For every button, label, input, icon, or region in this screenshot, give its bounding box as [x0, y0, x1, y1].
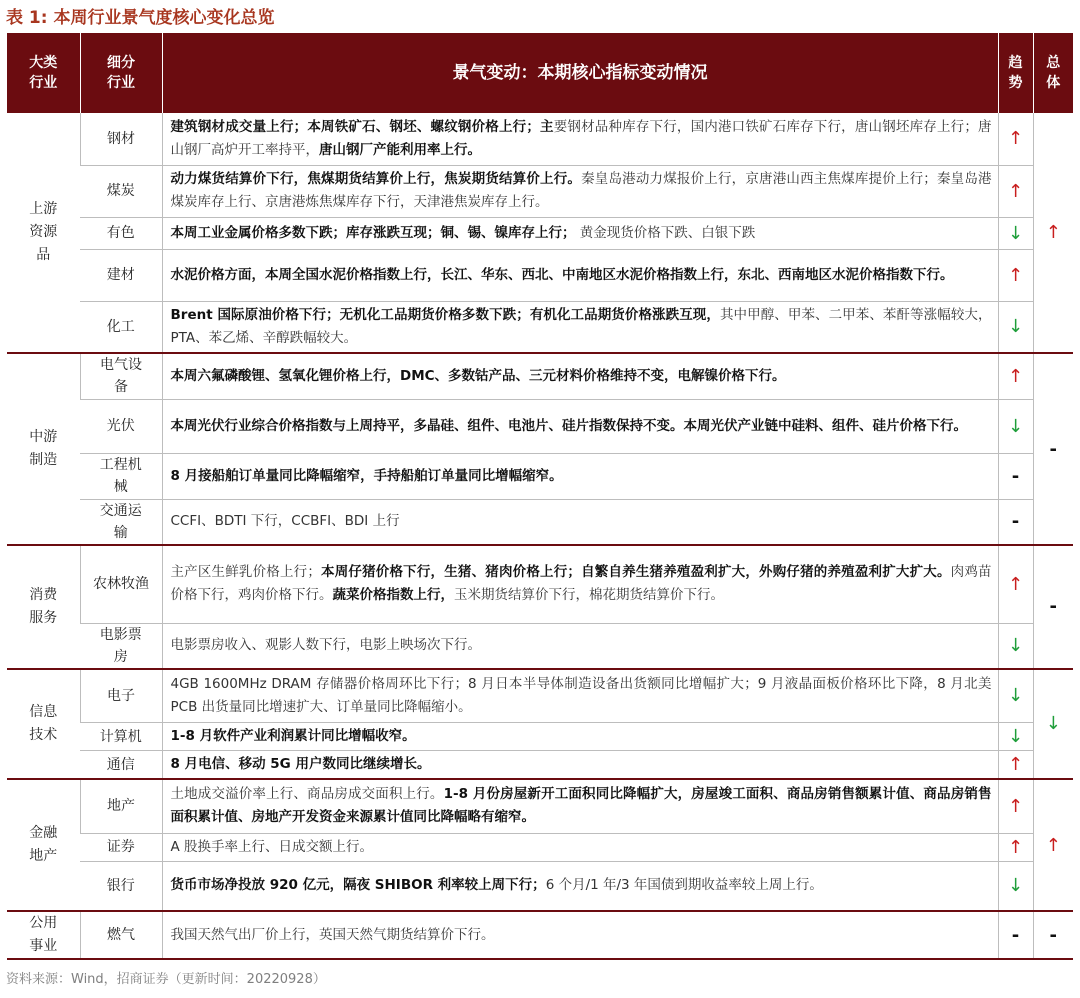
table-row — [7, 353, 1073, 399]
description-text: 我国天然气出厂价上行，英国天然气期货结算价下行。 — [170, 926, 495, 943]
description-cell — [162, 353, 998, 399]
subcategory-label: 光伏 — [106, 418, 135, 434]
trend-indicator: ↓ — [998, 623, 1033, 669]
category-cell — [7, 353, 80, 545]
table-row — [7, 399, 1073, 453]
table-row — [7, 623, 1073, 669]
table-row — [7, 911, 1073, 959]
description-text: 主产区生鲜乳价格上行； — [170, 564, 321, 581]
trend-indicator: ↑ — [998, 165, 1033, 217]
table-title: 表 1: 本周行业景气度核心变化总览 — [6, 8, 275, 28]
subcategory-cell — [80, 249, 162, 301]
subcategory-label: 电气设备 — [100, 357, 142, 396]
subcategory-cell — [80, 779, 162, 833]
trend-indicator: ↑ — [998, 545, 1033, 623]
description-cell — [162, 453, 998, 499]
category-cell — [7, 911, 80, 959]
trend-indicator: ↑ — [998, 751, 1033, 780]
description-bold-text: 建筑钢材成交量上行；本周铁矿石、钢坯、螺纹钢价格上行；主 — [170, 118, 554, 135]
subcategory-label: 煤炭 — [106, 183, 135, 199]
category-label: 中游制造 — [29, 429, 58, 468]
description-cell — [162, 165, 998, 217]
subcategory-cell — [80, 833, 162, 861]
category-cell — [7, 113, 80, 353]
header-description: 景气变动：本期核心指标变动情况 — [162, 33, 998, 113]
subcategory-label: 银行 — [106, 877, 135, 894]
subcategory-label: 化工 — [106, 318, 135, 335]
description-bold-text: 唐山钢厂产能利用率上行。 — [319, 141, 481, 158]
subcategory-label: 通信 — [106, 756, 135, 773]
category-label: 消费服务 — [29, 586, 58, 626]
trend-indicator: ↓ — [998, 723, 1033, 751]
header-overall-text: 总体 — [1046, 55, 1061, 91]
description-cell — [162, 217, 998, 249]
description-bold-text: 蔬菜价格指数上行， — [332, 587, 454, 604]
overall-trend-indicator: - — [1033, 353, 1073, 545]
subcategory-label: 计算机 — [99, 728, 142, 745]
description-text: 土地成交溢价率上行、商品房成交面积上行。 — [170, 786, 444, 803]
trend-indicator: ↓ — [998, 399, 1033, 453]
description-bold-text: 1-8 月软件产业利润累计同比增幅收窄。 — [170, 728, 416, 744]
description-text: 电影票房收入、观影人数下行，电影上映场次下行。 — [170, 637, 481, 653]
description-bold-text: 本周六氟磷酸锂、氢氧化锂价格上行，DMC、多数钴产品、三元材料价格维持不变，电解镍价格下行。 — [170, 367, 786, 384]
table-row — [7, 249, 1073, 301]
overall-trend-indicator: ↓ — [1033, 669, 1073, 780]
category-label: 金融地产 — [29, 825, 58, 864]
trend-indicator: - — [998, 499, 1033, 545]
subcategory-label: 地产 — [107, 798, 135, 815]
description-text: CCFI、BDTI 下行，CCBFI、BDI 上行 — [170, 513, 400, 530]
source-note: 资料来源：Wind，招商证券（更新时间：20220928） — [6, 972, 326, 987]
table-row — [7, 545, 1073, 623]
subcategory-label: 钢材 — [107, 130, 135, 147]
table-row — [7, 779, 1073, 833]
description-cell — [162, 861, 998, 911]
overall-trend-indicator: ↑ — [1033, 779, 1073, 911]
description-bold-text: 8 月接船舶订单量同比降幅缩窄，手持船舶订单量同比增幅缩窄。 — [170, 467, 563, 484]
subcategory-cell — [80, 165, 162, 217]
subcategory-label: 农林牧渔 — [93, 576, 149, 593]
description-bold-text: Brent 国际原油价格下行；无机化工品期货价格多数下跌；有机化工品期货价格涨跌互现， — [170, 306, 720, 323]
description-cell — [162, 779, 998, 833]
trend-indicator: ↓ — [998, 217, 1033, 249]
subcategory-cell — [80, 499, 162, 545]
description-text: 秦皇岛港动力煤报价上行，京唐港山西主焦煤库提价上行；秦皇岛港煤炭库存上行、京唐港炼焦煤库存下行，天津港焦炭库存上行。 — [170, 171, 992, 210]
subcategory-label: 交通运输 — [99, 502, 142, 541]
subcategory-label: 燃气 — [107, 927, 135, 943]
trend-indicator: ↑ — [998, 779, 1033, 833]
trend-indicator: ↓ — [998, 301, 1033, 353]
header-overall — [1033, 33, 1073, 113]
header-category-text: 大类行业 — [29, 55, 58, 91]
subcategory-label: 证券 — [106, 839, 135, 855]
subcategory-label: 有色 — [106, 225, 135, 241]
description-text: 肉鸡苗价格下行，鸡肉价格下行。 — [170, 564, 992, 604]
table-row — [7, 861, 1073, 911]
description-bold-text: 本周工业金属价格多数下跌；库存涨跌互现；铜、锡、镍库存上行； — [170, 224, 576, 241]
overall-trend-indicator: - — [1033, 545, 1073, 669]
description-bold-text: 本周光伏行业综合价格指数与上周持平，多晶硅、组件、电池片、硅片指数保持不变。本周光伏产业链中硅料、组件、硅片价格下行。 — [170, 417, 967, 434]
trend-indicator: ↑ — [998, 833, 1033, 861]
category-cell — [7, 779, 80, 911]
subcategory-cell — [80, 751, 162, 780]
table-row — [7, 723, 1073, 751]
trend-indicator: ↑ — [998, 353, 1033, 399]
industry-table-frame — [7, 33, 1073, 967]
description-text: 黄金现货价格下跌、白银下跌 — [575, 224, 756, 241]
description-cell — [162, 751, 998, 780]
category-cell — [7, 545, 80, 669]
description-text: 玉米期货结算价下行，棉花期货结算价下行。 — [454, 587, 724, 604]
subcategory-cell — [80, 545, 162, 623]
description-cell — [162, 301, 998, 353]
subcategory-cell — [80, 623, 162, 669]
subcategory-cell — [80, 353, 162, 399]
trend-indicator: ↓ — [998, 861, 1033, 911]
description-bold-text: 货币市场净投放 920 亿元，隔夜 SHIBOR 利率较上周下行； — [170, 877, 546, 894]
subcategory-cell — [80, 113, 162, 165]
description-text: 其中甲醇、甲苯、二甲苯、苯酐等涨幅较大，PTA、苯乙烯、辛醇跌幅较大。 — [170, 306, 992, 346]
description-cell — [162, 669, 998, 723]
description-cell — [162, 623, 998, 669]
table-row — [7, 217, 1073, 249]
subcategory-label: 建材 — [106, 267, 135, 283]
table-row — [7, 301, 1073, 353]
description-bold-text: 水泥价格方面，本周全国水泥价格指数上行，长江、华东、西北、中南地区水泥价格指数上行，东北、西南地区水泥价格指数下行。 — [170, 266, 954, 283]
trend-indicator: ↓ — [998, 669, 1033, 723]
overall-trend-indicator: - — [1033, 911, 1073, 959]
category-label: 信息技术 — [29, 703, 58, 743]
table-row — [7, 669, 1073, 723]
header-trend-text: 趋势 — [1008, 55, 1023, 91]
description-bold-text: 动力煤货结算价下行，焦煤期货结算价上行，焦炭期货结算价上行。 — [170, 171, 582, 187]
subcategory-cell — [80, 453, 162, 499]
subcategory-label: 工程机械 — [99, 457, 142, 495]
description-cell — [162, 249, 998, 301]
description-cell — [162, 723, 998, 751]
subcategory-cell — [80, 301, 162, 353]
overall-trend-indicator: ↑ — [1033, 113, 1073, 353]
table-row — [7, 833, 1073, 861]
description-cell — [162, 399, 998, 453]
industry-prosperity-table — [7, 33, 1073, 960]
subcategory-cell — [80, 911, 162, 959]
description-bold-text: 8 月电信、移动 5G 用户数同比继续增长。 — [170, 756, 431, 772]
subcategory-label: 电影票房 — [99, 626, 142, 665]
subcategory-cell — [80, 399, 162, 453]
subcategory-cell — [80, 861, 162, 911]
header-trend — [998, 33, 1033, 113]
trend-indicator: - — [998, 453, 1033, 499]
description-text: A 股换手率上行、日成交额上行。 — [170, 838, 374, 855]
subcategory-cell — [80, 669, 162, 723]
header-subcategory-text: 细分行业 — [107, 55, 135, 91]
description-cell — [162, 499, 998, 545]
header-subcategory — [80, 33, 162, 113]
trend-indicator: - — [998, 911, 1033, 959]
trend-indicator: ↑ — [998, 113, 1033, 165]
table-row — [7, 751, 1073, 780]
description-bold-text: 本周仔猪价格下行，生猪、猪肉价格上行；自繁自养生猪养殖盈利扩大，外购仔猪的养殖盈利扩大扩大。 — [320, 564, 951, 581]
table-row — [7, 113, 1073, 165]
description-cell — [162, 545, 998, 623]
category-label: 公用事业 — [29, 915, 58, 954]
description-text: 4GB 1600MHz DRAM 存储器价格周环比下行；8 月日本半导体制造设备出货额同比增幅扩大；9 月液晶面板价格环比下降，8 月北美 PCB 出货量同比增速扩大、订单量同比降幅缩小。 — [170, 675, 992, 715]
description-text: 要钢材品种库存下行，国内港口铁矿石库存下行，唐山钢坯库存上行；唐山钢厂高炉开工率持平， — [170, 118, 992, 158]
description-cell — [162, 113, 998, 165]
description-bold-text: 1-8 月份房屋新开工面积同比降幅扩大，房屋竣工面积、商品房销售额累计值、商品房销售面积累计值、房地产开发资金来源累计值同比降幅略有缩窄。 — [170, 786, 992, 826]
table-row — [7, 165, 1073, 217]
table-row — [7, 453, 1073, 499]
category-cell — [7, 669, 80, 780]
description-cell — [162, 833, 998, 861]
description-cell — [162, 911, 998, 959]
table-row — [7, 499, 1073, 545]
header-category — [7, 33, 80, 113]
category-label: 上游资源品 — [29, 201, 58, 263]
table-body — [7, 113, 1073, 959]
subcategory-label: 电子 — [107, 687, 135, 704]
trend-indicator: ↑ — [998, 249, 1033, 301]
subcategory-cell — [80, 723, 162, 751]
subcategory-cell — [80, 217, 162, 249]
description-text: 6 个月/1 年/3 年国债到期收益率较上周上行。 — [545, 877, 823, 894]
